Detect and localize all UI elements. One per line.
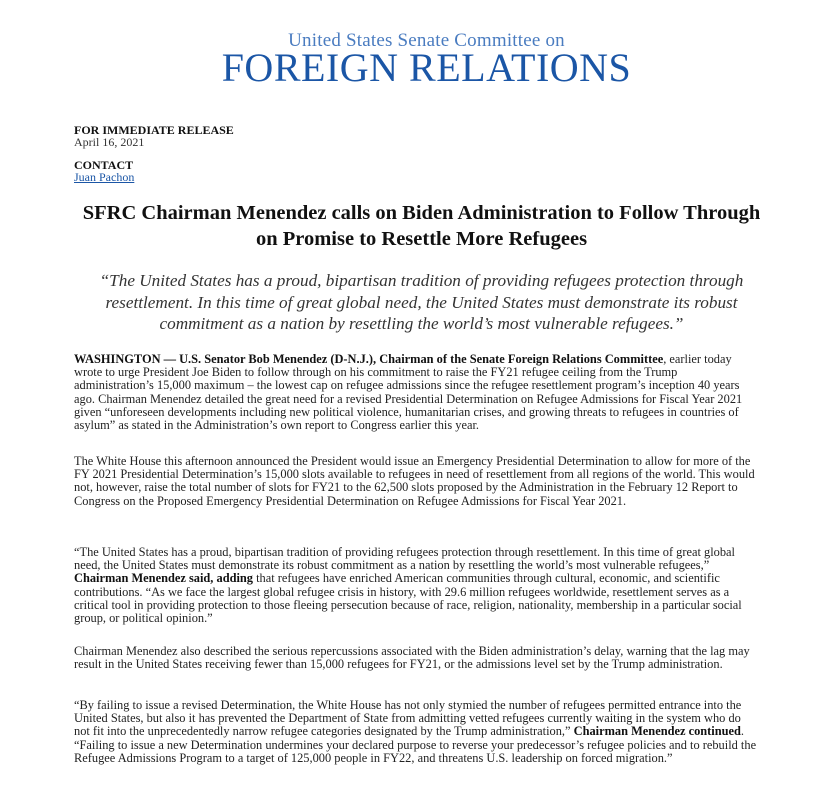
paragraph-5-text: . “Failing to issue a new Determination undermines your declared purpose to reverse your predecessor’s refugee policies and to rebuild the Refugee Admissions Program to a target of 125,000 people in FY22, and threatens U.S. leadership on forced migration.”	[74, 724, 757, 765]
paragraph-3	[74, 546, 759, 625]
paragraph-5	[74, 699, 759, 765]
contact-label: CONTACT	[74, 158, 134, 172]
paragraph-3-quote: “The United States has a proud, bipartisan tradition of providing refugees protection through resettlement. In this time of great global need, the United States must demonstrate its robust commitment as a nation by resettling the world’s most vulnerable refugees,”	[74, 545, 735, 573]
paragraph-3-text: that refugees have enriched American communities through cultural, economic, and scientific contributions. “As we face the largest global refugee crisis in history, with 29.6 million refugees worldwide, resettlement serves as a critical tool in providing protection to those fleeing persecution because of race, religion, nationality, membership in a particular social group, or political opinion.”	[74, 571, 742, 626]
contact-block	[74, 159, 134, 183]
paragraph-4: Chairman Menendez also described the serious repercussions associated with the Biden administration’s delay, warning that the lag may result in the United States receiving fewer than 15,000 refugees for FY21, or the admissions level set by the Trump administration.	[74, 644, 750, 672]
paragraph-1-text: , earlier today wrote to urge President Joe Biden to follow through on his commitment to raise the FY21 refugee ceiling from the Trump administration’s 15,000 maximum – the lowest cap on refugee admissions since the refugee resettlement program’s inception 40 years ago. Chairman Menendez detailed the great need for a revised Presidential Determination on Refugee Admissions for Fiscal Year 2021 given “unforeseen developments including new political violence, humanitarian crises, and growing threats to refugees in countries of asylum” as stated in the Administration’s own report to Congress earlier this year.	[74, 352, 743, 433]
paragraph-5-attribution: Chairman Menendez continued	[573, 724, 741, 739]
masthead-title: FOREIGN RELATIONS	[221, 45, 632, 90]
headline: SFRC Chairman Menendez calls on Biden Administration to Follow Through on Promise to Resettle More Refugees	[82, 202, 761, 250]
release-label: FOR IMMEDIATE RELEASE	[74, 123, 234, 137]
release-block	[74, 124, 234, 148]
dateline-lead: WASHINGTON — U.S. Senator Bob Menendez (D-N.J.), Chairman of the Senate Foreign Relations Committee	[74, 352, 664, 366]
pull-quote: “The United States has a proud, bipartisan tradition of providing refugees protection through resettlement. In this time of great global need, the United States must demonstrate its robust commitment as a nation by resettling the world’s most vulnerable refugees.”	[99, 271, 744, 333]
release-date: April 16, 2021	[74, 135, 145, 149]
paragraph-1	[74, 353, 759, 432]
paragraph-3-attribution: Chairman Menendez said, adding	[74, 571, 253, 586]
contact-link[interactable]: Juan Pachon	[74, 170, 135, 184]
paragraph-5-quote: “By failing to issue a revised Determination, the White House has not only stymied the number of refugees permitted entrance into the United States, but also it has prevented the Department of State from admitting vetted refugees currently waiting in the system who do not fit into the unprecedentedly narrow refugee categories designated by the Trump administration,”	[74, 698, 742, 739]
paragraph-2: The White House this afternoon announced the President would issue an Emergency Presidential Determination to allow for more of the FY 2021 Presidential Determination’s 15,000 slots available to refugees in need of resettlement from all regions of the world. This would not, however, raise the total number of slots for FY21 to the 62,500 slots proposed by the Administration in the February 12 Report to Congress on the Proposed Emergency Presidential Determination on Refugee Admissions for Fiscal Year 2021.	[74, 454, 755, 508]
masthead-subtitle: United States Senate Committee on	[288, 30, 565, 51]
